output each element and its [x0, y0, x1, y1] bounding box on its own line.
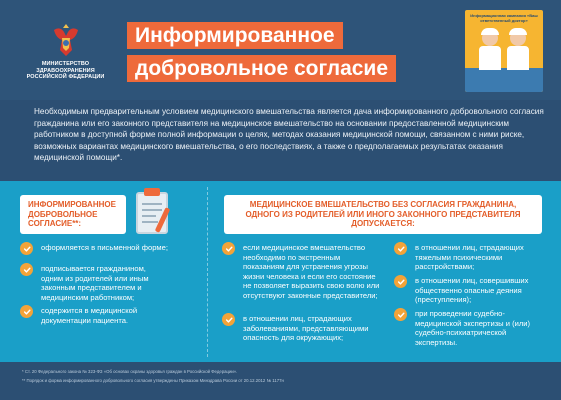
checkmark-icon — [20, 263, 33, 276]
checkmark-icon — [20, 242, 33, 255]
left-list-item — [20, 243, 200, 255]
left-item-text: оформляется в письменной форме; — [41, 243, 168, 252]
checkmark-icon — [394, 308, 407, 321]
right-item-text: в отношении лиц, страдающих заболеваниями, представляющими опасность для окружающих; — [243, 314, 369, 343]
doctor-figure-icon — [507, 30, 529, 70]
poster-band — [465, 68, 543, 92]
checkmark-icon — [394, 242, 407, 255]
checkmark-icon — [222, 313, 235, 326]
campaign-poster — [465, 10, 543, 92]
main-section — [0, 181, 561, 362]
right-item-text: если медицинское вмешательство необходимо по экстренным показаниям для устранения угрозы жизни человека и если его состояние не позволяет выразить свою волю или отсутствуют законные представители; — [243, 243, 380, 300]
poster-caption: Информационная кампания «Ваш ответственный доктор» — [470, 13, 538, 23]
intro-paragraph: Необходимым предварительным условием медицинского вмешательства является дача информированного добровольного согласия гражданина или его законного представителя на медицинское вмешательство на основании предоставленной медицинским работником в доступной форме полной информации о целях, методах оказания медицинской помощи, связанном с ними риске, возможных вариантах медицинского вмешательства, о его последствиях, а также о предполагаемых результатах оказания медицинской помощи*. — [34, 107, 544, 163]
ministry-name — [18, 61, 113, 81]
left-item-text: содержится в медицинской документации пациента. — [41, 306, 138, 325]
right-item-text: в отношении лиц, страдающих тяжелыми психическими расстройствами; — [415, 243, 524, 272]
ministry-line-2: ЗДРАВООХРАНЕНИЯ — [36, 67, 95, 74]
footnote: * Ст. 20 Федерального закона № 323-ФЗ «Об основах охраны здоровья граждан в Российской Федерации». — [22, 369, 238, 374]
column-divider — [207, 187, 208, 357]
right-list-item — [394, 243, 544, 272]
right-item-text: в отношении лиц, совершивших общественно опасные деяния (преступления); — [415, 276, 529, 305]
right-list-item — [222, 314, 382, 343]
footnotes — [22, 367, 542, 385]
right-heading: МЕДИЦИНСКОЕ ВМЕШАТЕЛЬСТВО БЕЗ СОГЛАСИЯ ГРАЖДАНИНА, ОДНОГО ИЗ РОДИТЕЛЕЙ ИЛИ ИНОГО ЗАКОННОГО ПРЕДСТАВИТЕЛЯ ДОПУСКАЕТСЯ: — [224, 195, 542, 234]
doctor-figure-icon — [479, 30, 501, 70]
ministry-line-1: МИНИСТЕРСТВО — [41, 61, 90, 67]
right-list-item — [394, 309, 544, 347]
left-list-item — [20, 306, 170, 325]
ministry-logo — [18, 22, 113, 81]
coat-of-arms-icon — [50, 22, 82, 58]
left-item-text: подписывается гражданином, одним из родителей или иным законным представителем и медицинским работником; — [41, 264, 149, 302]
ministry-line-3: РОССИЙСКОЙ ФЕДЕРАЦИИ — [26, 74, 105, 80]
checkmark-icon — [222, 242, 235, 255]
footnote: ** Порядок и форма информированного добровольного согласия утверждены Приказом Минздрава России от 20.12.2012 № 1177н — [22, 378, 284, 383]
right-list-item — [394, 276, 544, 305]
checkmark-icon — [394, 275, 407, 288]
left-heading: ИНФОРМИРОВАННОЕ ДОБРОВОЛЬНОЕ СОГЛАСИЕ**: — [20, 195, 126, 234]
left-list-item — [20, 264, 170, 302]
clipboard-icon — [132, 187, 172, 235]
right-list-item — [222, 243, 382, 301]
page-title-line-2: добровольное согласие — [127, 55, 396, 82]
checkmark-icon — [20, 305, 33, 318]
page-title-line-1: Информированное — [127, 22, 343, 49]
right-item-text: при проведении судебно-медицинской экспертизы и (или) судебно-психиатрической экспертизы. — [415, 309, 531, 347]
header — [0, 0, 561, 100]
